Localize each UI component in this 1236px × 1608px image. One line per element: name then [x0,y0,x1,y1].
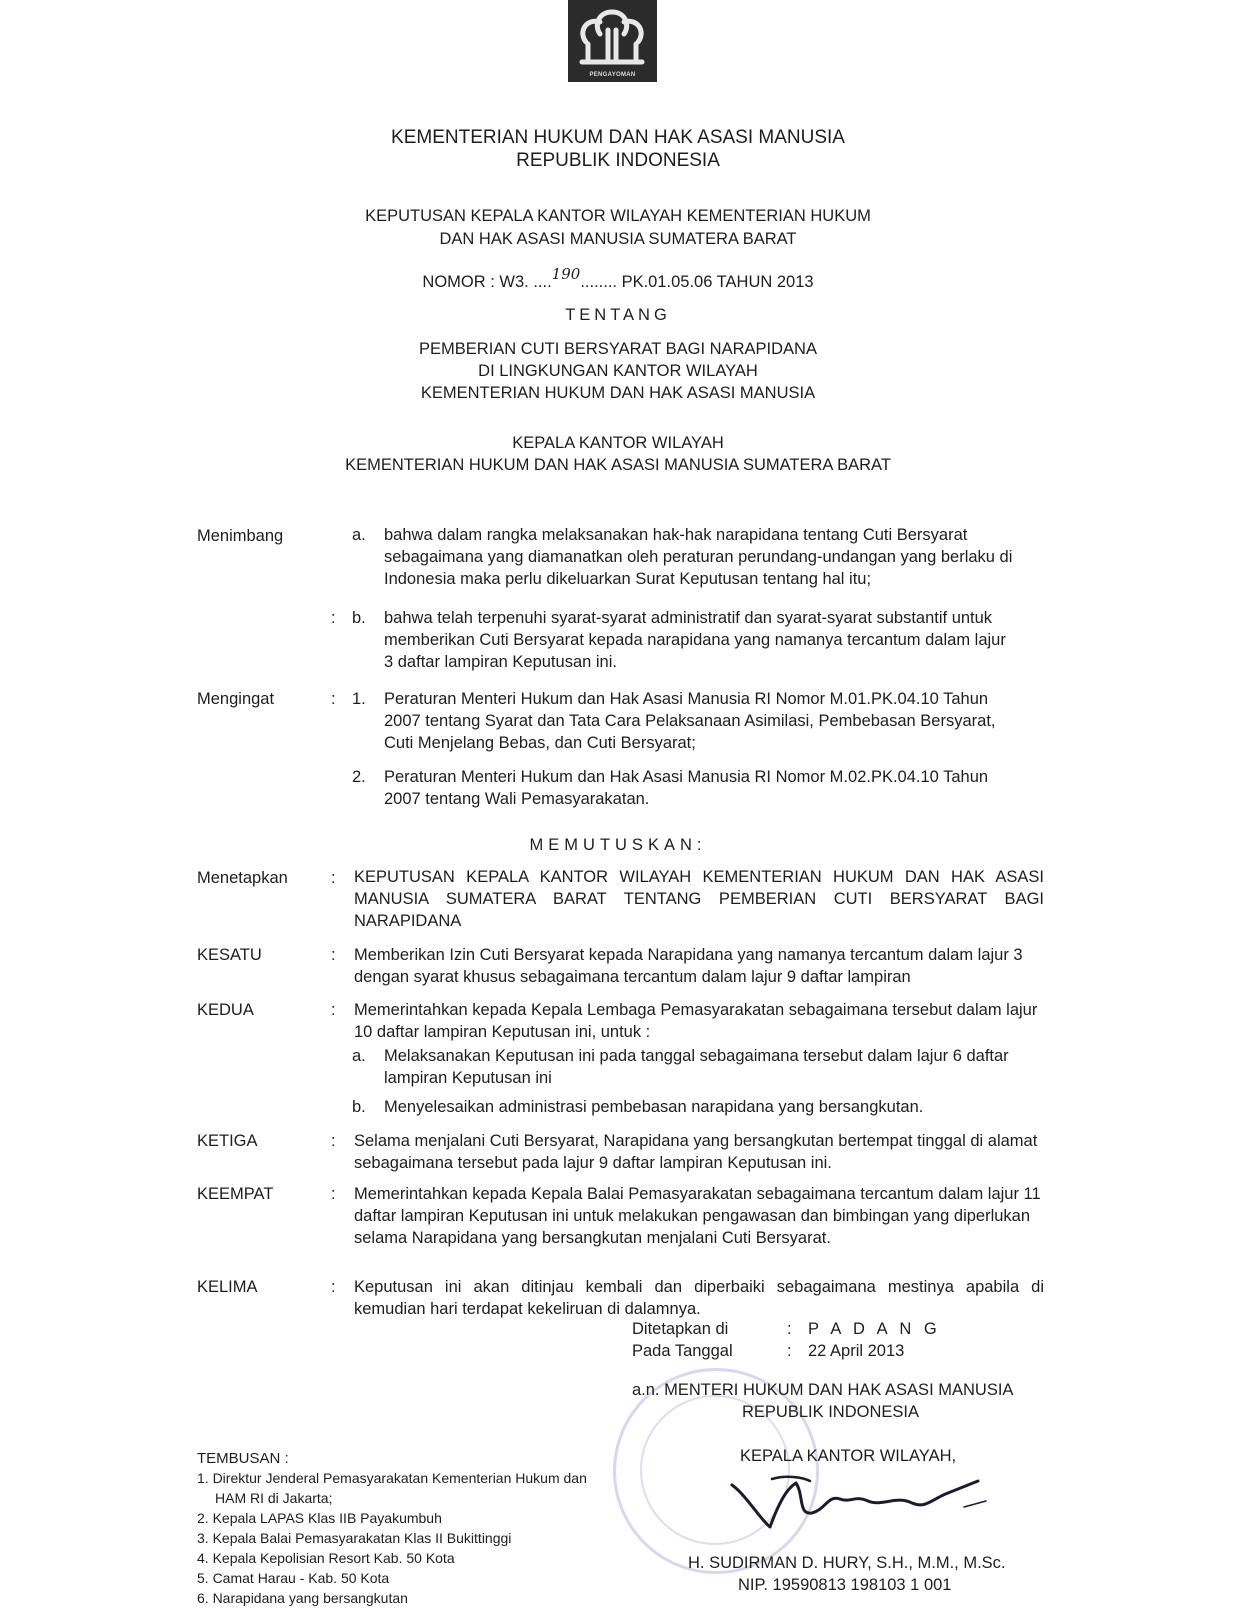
menetapkan-colon: : [331,869,336,887]
decree-title [0,205,1236,251]
ketiga-text: Selama menjalani Cuti Bersyarat, Narapidana yang bersangkutan bertempat tinggal di alamat sebagaimana tersebut pada lajur 9 daftar lampiran Keputusan ini. [354,1132,1038,1172]
logo-motto: PENGAYOMAN [589,72,636,78]
decree-line-2: DAN HAK ASASI MANUSIA SUMATERA BARAT [439,230,797,248]
date-value: 22 April 2013 [808,1342,905,1360]
decree-number-prefix: NOMOR : W3. .... [422,273,552,291]
tembusan-item: 3. Kepala Balai Pemasyarakatan Klas II Bukittinggi [197,1530,512,1546]
decree-number-handwritten: 190 [551,265,581,283]
on-behalf-line-1: a.n. MENTERI HUKUM DAN HAK ASASI MANUSIA [632,1381,1014,1399]
handwritten-signature [716,1455,996,1545]
kesatu-label: KESATU [197,946,262,964]
subject-line-2: DI LINGKUNGAN KANTOR WILAYAH [478,362,758,380]
date-colon: : [787,1342,792,1360]
menetapkan-text: KEPUTUSAN KEPALA KANTOR WILAYAH KEMENTERIAN HUKUM DAN HAK ASASI MANUSIA SUMATERA BARAT TENTANG PEMBERIAN CUTI BERSYARAT BAGI NARAPIDANA [354,868,1044,930]
kedua-b-text: Menyelesaikan administrasi pembebasan narapidana yang bersangkutan. [384,1098,924,1116]
mengingat-label: Mengingat [197,690,275,708]
mengingat-2-text: Peraturan Menteri Hukum dan Hak Asasi Manusia RI Nomor M.02.PK.04.10 Tahun 2007 tentang Wali Pemasyarakatan. [384,768,989,808]
kelima-text: Keputusan ini akan ditinjau kembali dan diperbaiki sebagaimana mestinya apabila di kemudian hari terdapat kekeliruan di dalamnya. [354,1278,1044,1318]
tembusan-item: 5. Camat Harau - Kab. 50 Kota [197,1570,390,1586]
tembusan-list [197,1468,617,1608]
tentang-heading: TENTANG [565,306,671,324]
place-value: P A D A N G [808,1320,941,1338]
keempat-colon: : [331,1185,336,1203]
place-colon: : [787,1320,792,1338]
decree-subject [0,338,1236,404]
tembusan-item: 6. Narapidana yang bersangkutan [197,1590,408,1606]
kedua-text: Memerintahkan kepada Kepala Lembaga Pemasyarakatan sebagaimana tersebut dalam lajur 10 daftar lampiran Keputusan ini, untuk : [354,1001,1038,1041]
place-label: Ditetapkan di [632,1320,729,1338]
issuer-line-2: KEMENTERIAN HUKUM DAN HAK ASASI MANUSIA SUMATERA BARAT [345,456,891,474]
menimbang-colon: : [331,609,336,627]
kedua-a-text: Melaksanakan Keputusan ini pada tanggal sebagaimana tersebut dalam lajur 6 daftar lampiran Keputusan ini [384,1047,1009,1087]
menimbang-a-marker: a. [352,526,366,544]
tembusan-title: TEMBUSAN : [197,1450,289,1467]
signer-position: KEPALA KANTOR WILAYAH, [740,1447,957,1465]
kedua-b-marker: b. [352,1098,366,1116]
mengingat-1-marker: 1. [352,690,366,708]
tembusan-item: 4. Kepala Kepolisian Resort Kab. 50 Kota [197,1550,455,1566]
issuer-line-1: KEPALA KANTOR WILAYAH [512,434,724,452]
decree-number [0,265,1236,292]
memutuskan-heading: MEMUTUSKAN: [529,836,707,854]
kesatu-text: Memberikan Izin Cuti Bersyarat kepada Narapidana yang namanya tercantum dalam lajur 3 dengan syarat khusus sebagaimana tercantum dalam lajur 9 daftar lampiran [354,946,1023,986]
kedua-label: KEDUA [197,1001,254,1019]
kelima-label: KELIMA [197,1278,258,1296]
decree-number-suffix: ........ PK.01.05.06 TAHUN 2013 [580,273,814,291]
keempat-label: KEEMPAT [197,1185,274,1203]
decree-line-1: KEPUTUSAN KEPALA KANTOR WILAYAH KEMENTERIAN HUKUM [365,207,871,225]
menimbang-label: Menimbang [197,527,284,545]
subject-line-3: KEMENTERIAN HUKUM DAN HAK ASASI MANUSIA [420,384,816,402]
mengingat-1-text: Peraturan Menteri Hukum dan Hak Asasi Manusia RI Nomor M.01.PK.04.10 Tahun 2007 tentang Syarat dan Tata Cara Pelaksanaan Asimilasi, Pembebasan Bersyarat, Cuti Menjelang Bebas, dan Cuti Bersyarat; [384,690,996,752]
mengingat-colon: : [331,690,336,708]
signer-nip: NIP. 19590813 198103 1 001 [738,1576,952,1594]
ministry-line-2: REPUBLIK INDONESIA [516,150,720,171]
signer-name: H. SUDIRMAN D. HURY, S.H., M.M., M.Sc. [688,1554,1006,1572]
kesatu-colon: : [331,946,336,964]
ministry-line-1: KEMENTERIAN HUKUM DAN HAK ASASI MANUSIA [391,127,845,148]
mengingat-2-marker: 2. [352,768,366,786]
kedua-a-marker: a. [352,1047,366,1065]
on-behalf-line-2: REPUBLIK INDONESIA [742,1403,919,1421]
date-label: Pada Tanggal [632,1342,733,1360]
kelima-colon: : [331,1278,336,1296]
subject-line-1: PEMBERIAN CUTI BERSYARAT BAGI NARAPIDANA [419,340,817,358]
issuer-heading [0,432,1236,476]
keempat-text: Memerintahkan kepada Kepala Balai Pemasyarakatan sebagaimana tercantum dalam lajur 11 daftar lampiran Keputusan ini untuk melakukan pengawasan dan bimbingan yang diperlukan selama Narapidana yang bersangkutan menjalani Cuti Bersyarat. [354,1185,1041,1247]
menimbang-b-text: bahwa telah terpenuhi syarat-syarat administratif dan syarat-syarat substantif untuk memberikan Cuti Bersyarat kepada narapidana yang namanya tercantum dalam lajur 3 daftar lampiran Keputusan ini. [384,609,1006,671]
tembusan-item: 1. Direktur Jenderal Pemasyarakatan Kementerian Hukum dan HAM RI di Jakarta; [197,1470,587,1506]
menetapkan-label: Menetapkan [197,869,288,887]
ministry-title [0,126,1236,172]
menimbang-a-text: bahwa dalam rangka melaksanakan hak-hak narapidana tentang Cuti Bersyarat sebagaimana yang diamanatkan oleh peraturan perundang-undangan yang berlaku di Indonesia maka perlu dikeluarkan Surat Keputusan tentang hal itu; [384,526,1013,588]
ministry-logo [568,0,657,82]
ketiga-colon: : [331,1132,336,1150]
tembusan-item: 2. Kepala LAPAS Klas IIB Payakumbuh [197,1510,442,1526]
ketiga-label: KETIGA [197,1132,258,1150]
kedua-colon: : [331,1001,336,1019]
pengayoman-tree-icon [568,0,657,82]
menimbang-b-marker: b. [352,609,366,627]
